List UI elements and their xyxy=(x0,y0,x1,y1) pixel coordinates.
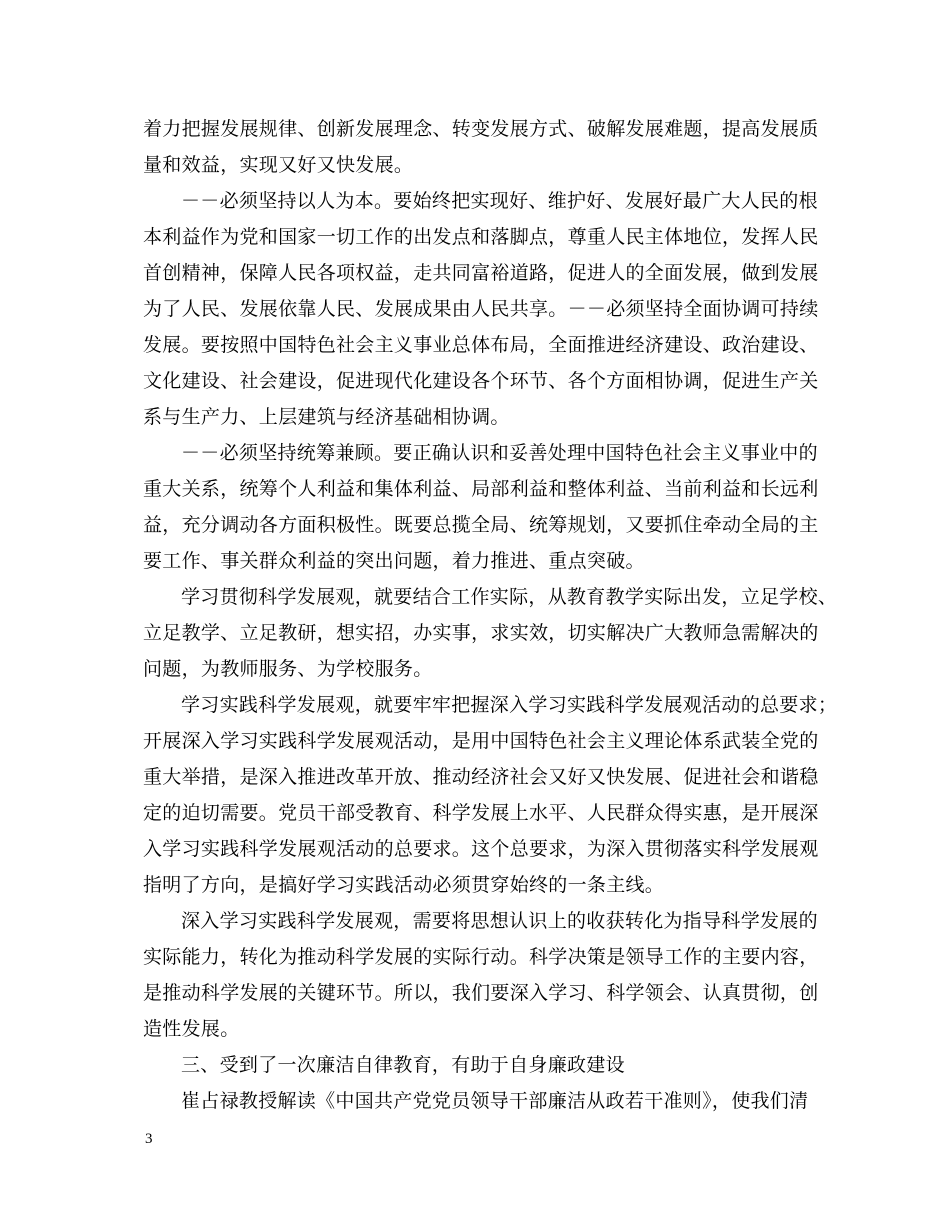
text-line: 发展。要按照中国特色社会主义事业总体布局，全面推进经济建设、政治建设、 xyxy=(143,334,819,356)
text-line: 是推动科学发展的关键环节。所以，我们要深入学习、科学领会、认真贯彻，创 xyxy=(143,982,819,1004)
text-line: 问题，为教师服务、为学校服务。 xyxy=(143,658,433,680)
text-line: 指明了方向，是搞好学习实践活动必须贯穿始终的一条主线。 xyxy=(143,874,665,896)
paragraph-start-line: －－必须坚持以人为本。要始终把实现好、维护好、发展好最广大人民的根 xyxy=(181,190,818,212)
paragraph-start-line: －－必须坚持统筹兼顾。要正确认识和妥善处理中国特色社会主义事业中的 xyxy=(181,442,818,464)
text-line: 着力把握发展规律、创新发展理念、转变发展方式、破解发展难题，提高发展质 xyxy=(143,118,819,140)
paragraph-start-line: 学习实践科学发展观，就要牢牢把握深入学习实践科学发展观活动的总要求； xyxy=(181,694,838,716)
text-line: 量和效益，实现又好又快发展。 xyxy=(143,154,414,176)
text-line: 立足教学、立足教研，想实招，办实事，求实效，切实解决广大教师急需解决的 xyxy=(143,622,819,644)
text-line: 重大举措，是深入推进改革开放、推动经济社会又好又快发展、促进社会和谐稳 xyxy=(143,766,819,788)
text-line: 文化建设、社会建设，促进现代化建设各个环节、各个方面相协调，促进生产关 xyxy=(143,370,819,392)
text-line: 实际能力，转化为推动科学发展的实际行动。科学决策是领导工作的主要内容， xyxy=(143,946,819,968)
text-line: 要工作、事关群众利益的突出问题，着力推进、重点突破。 xyxy=(143,550,645,572)
section-heading: 三、受到了一次廉洁自律教育，有助于自身廉政建设 xyxy=(181,1054,625,1076)
paragraph-start-line: 崔占禄教授解读《中国共产党党员领导干部廉洁从政若干准则》，使我们清 xyxy=(181,1090,809,1112)
paragraph-start-line: 学习贯彻科学发展观，就要结合工作实际，从教育教学实际出发，立足学校、 xyxy=(181,586,838,608)
text-line: 益，充分调动各方面积极性。既要总揽全局、统筹规划，又要抓住牵动全局的主 xyxy=(143,514,819,536)
page-number: 3 xyxy=(145,1131,153,1147)
text-line: 首创精神，保障人民各项权益，走共同富裕道路，促进人的全面发展，做到发展 xyxy=(143,262,819,284)
text-line: 系与生产力、上层建筑与经济基础相协调。 xyxy=(143,406,510,428)
text-line: 入学习实践科学发展观活动的总要求。这个总要求，为深入贯彻落实科学发展观 xyxy=(143,838,819,860)
paragraph-start-line: 深入学习实践科学发展观，需要将思想认识上的收获转化为指导科学发展的 xyxy=(181,910,818,932)
text-line: 本利益作为党和国家一切工作的出发点和落脚点，尊重人民主体地位，发挥人民 xyxy=(143,226,819,248)
text-line: 为了人民、发展依靠人民、发展成果由人民共享。－－必须坚持全面协调可持续 xyxy=(143,298,819,320)
text-line: 开展深入学习实践科学发展观活动，是用中国特色社会主义理论体系武装全党的 xyxy=(143,730,819,752)
body-text xyxy=(143,111,843,1119)
text-line: 重大关系，统筹个人利益和集体利益、局部利益和整体利益、当前利益和长远利 xyxy=(143,478,819,500)
text-line: 定的迫切需要。党员干部受教育、科学发展上水平、人民群众得实惠，是开展深 xyxy=(143,802,819,824)
text-line: 造性发展。 xyxy=(143,1018,240,1040)
